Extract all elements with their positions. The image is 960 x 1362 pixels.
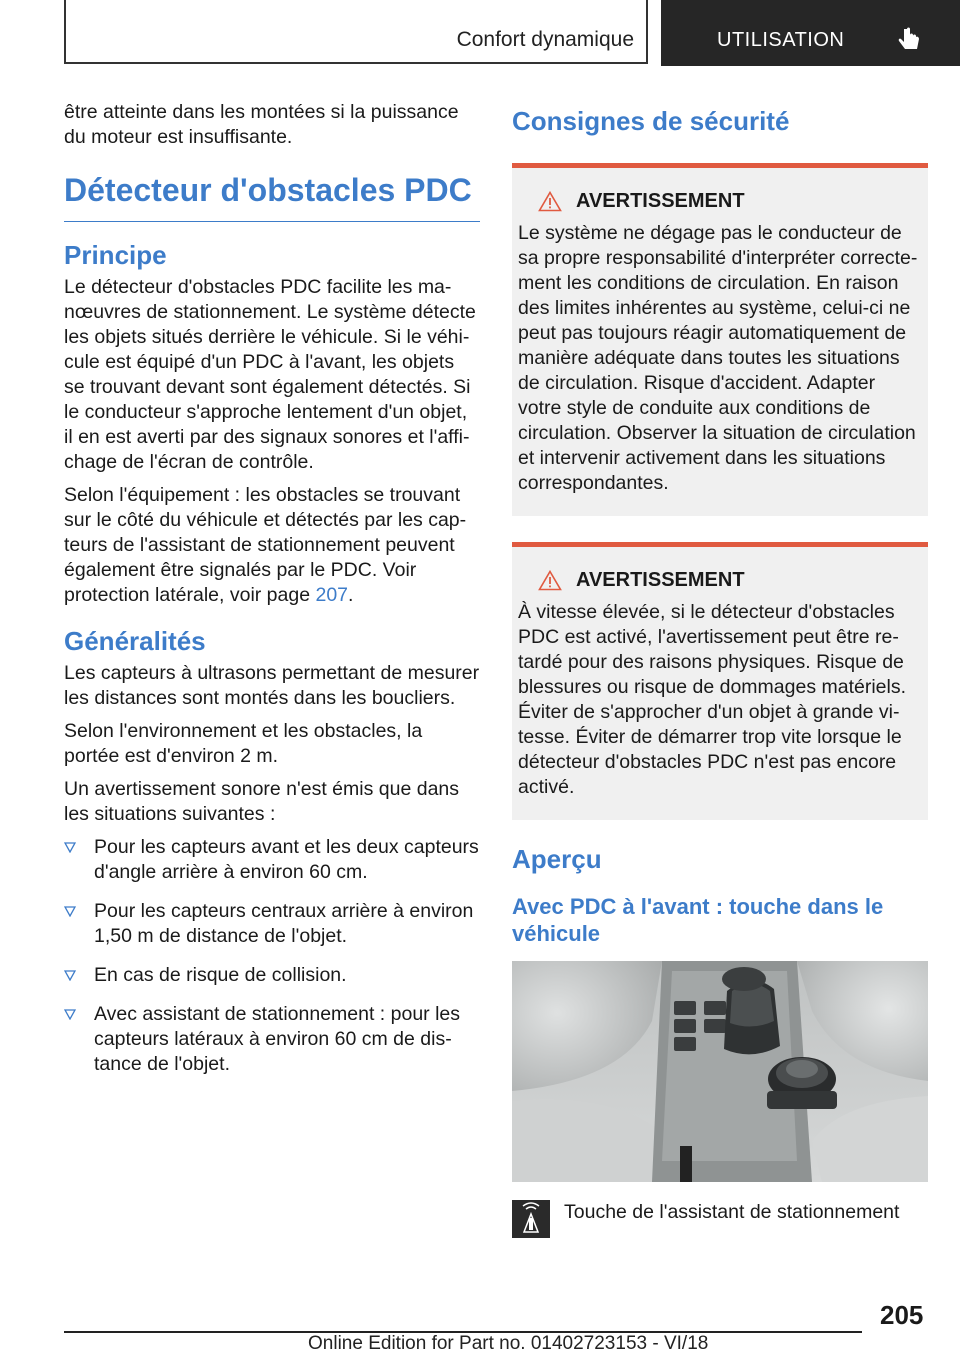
triangle-bullet-icon (64, 970, 76, 981)
warning-text: Le système ne dégage pas le conducteur de sa propre responsabilité d'interpréter correctement les conditions de circulation. En raison des limites inhérentes au système, celui-ci ne peut pas toujours réagir automatiquement de manière adéquate dans toutes les situations de circulation. Risque d'accident. Adapter votre style de conduite aux conditions de circulation. Observer la situation de circulation et intervenir activement dans les situations correspondantes. (518, 222, 918, 494)
list-item: En cas de risque de collision. (64, 963, 480, 994)
warning-box (512, 542, 928, 820)
apercu-heading: Aperçu (512, 844, 602, 874)
photo-caption: Touche de l'assistant de stationnement (564, 1201, 900, 1223)
principe-heading: Principe (64, 240, 167, 270)
list-item: Pour les capteurs centraux arrière à environ 1,50 m de distance de l'objet. (64, 899, 480, 955)
header-section-box (64, 0, 648, 64)
triangle-bullet-icon (64, 1009, 76, 1020)
safety-heading: Consignes de sécurité (512, 106, 790, 136)
header-section-title: Confort dynamique (456, 28, 634, 51)
warning-box (512, 163, 928, 516)
left-column (64, 100, 480, 1091)
header-chapter-tab[interactable] (661, 0, 960, 66)
list-item: Pour les capteurs avant et les deux capteurs d'angle arrière à environ 60 cm. (64, 835, 480, 891)
condition-list (64, 835, 480, 1083)
generalites-heading: Généralités (64, 626, 206, 656)
list-item: Avec assistant de stationnement : pour les capteurs latéraux à environ 60 cm de distance de l'objet. (64, 1002, 480, 1083)
generalites-paragraph-3: Un avertissement sonore n'est émis que dans les situations suivantes : (64, 778, 460, 825)
warning-text: À vitesse élevée, si le détecteur d'obstacles PDC est activé, l'avertissement peut être retardé pour des raisons physiques. Risque de blessures ou risque de dommages matériels. Éviter de s'approcher d'un objet à grande vitesse. Éviter de démarrer trop vite lorsque le détecteur d'obstacles PDC n'est pas encore activé. (518, 601, 907, 798)
generalites-paragraph-2: Selon l'environnement et les obstacles, la portée est d'environ 2 m. (64, 720, 423, 767)
intro-paragraph: être atteinte dans les montées si la puissance du moteur est insuffisante. (64, 101, 459, 148)
triangle-bullet-icon (64, 842, 76, 853)
warning-title: AVERTISSEMENT (576, 569, 745, 591)
hand-pointer-icon (895, 26, 923, 54)
center-console-photo (512, 961, 928, 1182)
warning-triangle-icon (538, 570, 562, 591)
footer-edition: Online Edition for Part no. 01402723153 - VI/18 (308, 1333, 709, 1354)
page-link-207[interactable]: 207 (315, 584, 349, 606)
principe-paragraph-1: Le détecteur d'obstacles PDC facilite les manœuvres de stationnement. Le système détecte les objets situés derrière le véhicule. Si le véhicule est équipé d'un PDC à l'avant, les objets se trouvant devant sont également détectés. Si le conducteur s'approche lentement d'un objet, il en est averti par des signaux sonores et l'affichage de l'écran de contrôle. (64, 276, 476, 473)
warning-title: AVERTISSEMENT (576, 190, 745, 212)
triangle-bullet-icon (64, 906, 76, 917)
principe-paragraph-2: Selon l'équipement : les obstacles se trouvant sur le côté du véhicule et détectés par les capteurs de l'assistant de stationnement peuvent également être signalés par le PDC. Voir protection latérale, voir page 207. (64, 484, 467, 606)
header-chapter-label: UTILISATION (717, 29, 845, 51)
generalites-paragraph-1: Les capteurs à ultrasons permettant de mesurer les distances sont montés dans les boucliers. (64, 662, 480, 709)
right-column (512, 100, 928, 1238)
parking-assistant-icon (512, 1200, 550, 1238)
center-console-illustration (512, 961, 928, 1182)
warning-triangle-icon (538, 191, 562, 212)
page-number: 205 (880, 1300, 924, 1330)
section-title: Détecteur d'obstacles PDC (64, 172, 480, 222)
pdc-front-subheading: Avec PDC à l'avant : touche dans le véhicule (512, 894, 884, 946)
